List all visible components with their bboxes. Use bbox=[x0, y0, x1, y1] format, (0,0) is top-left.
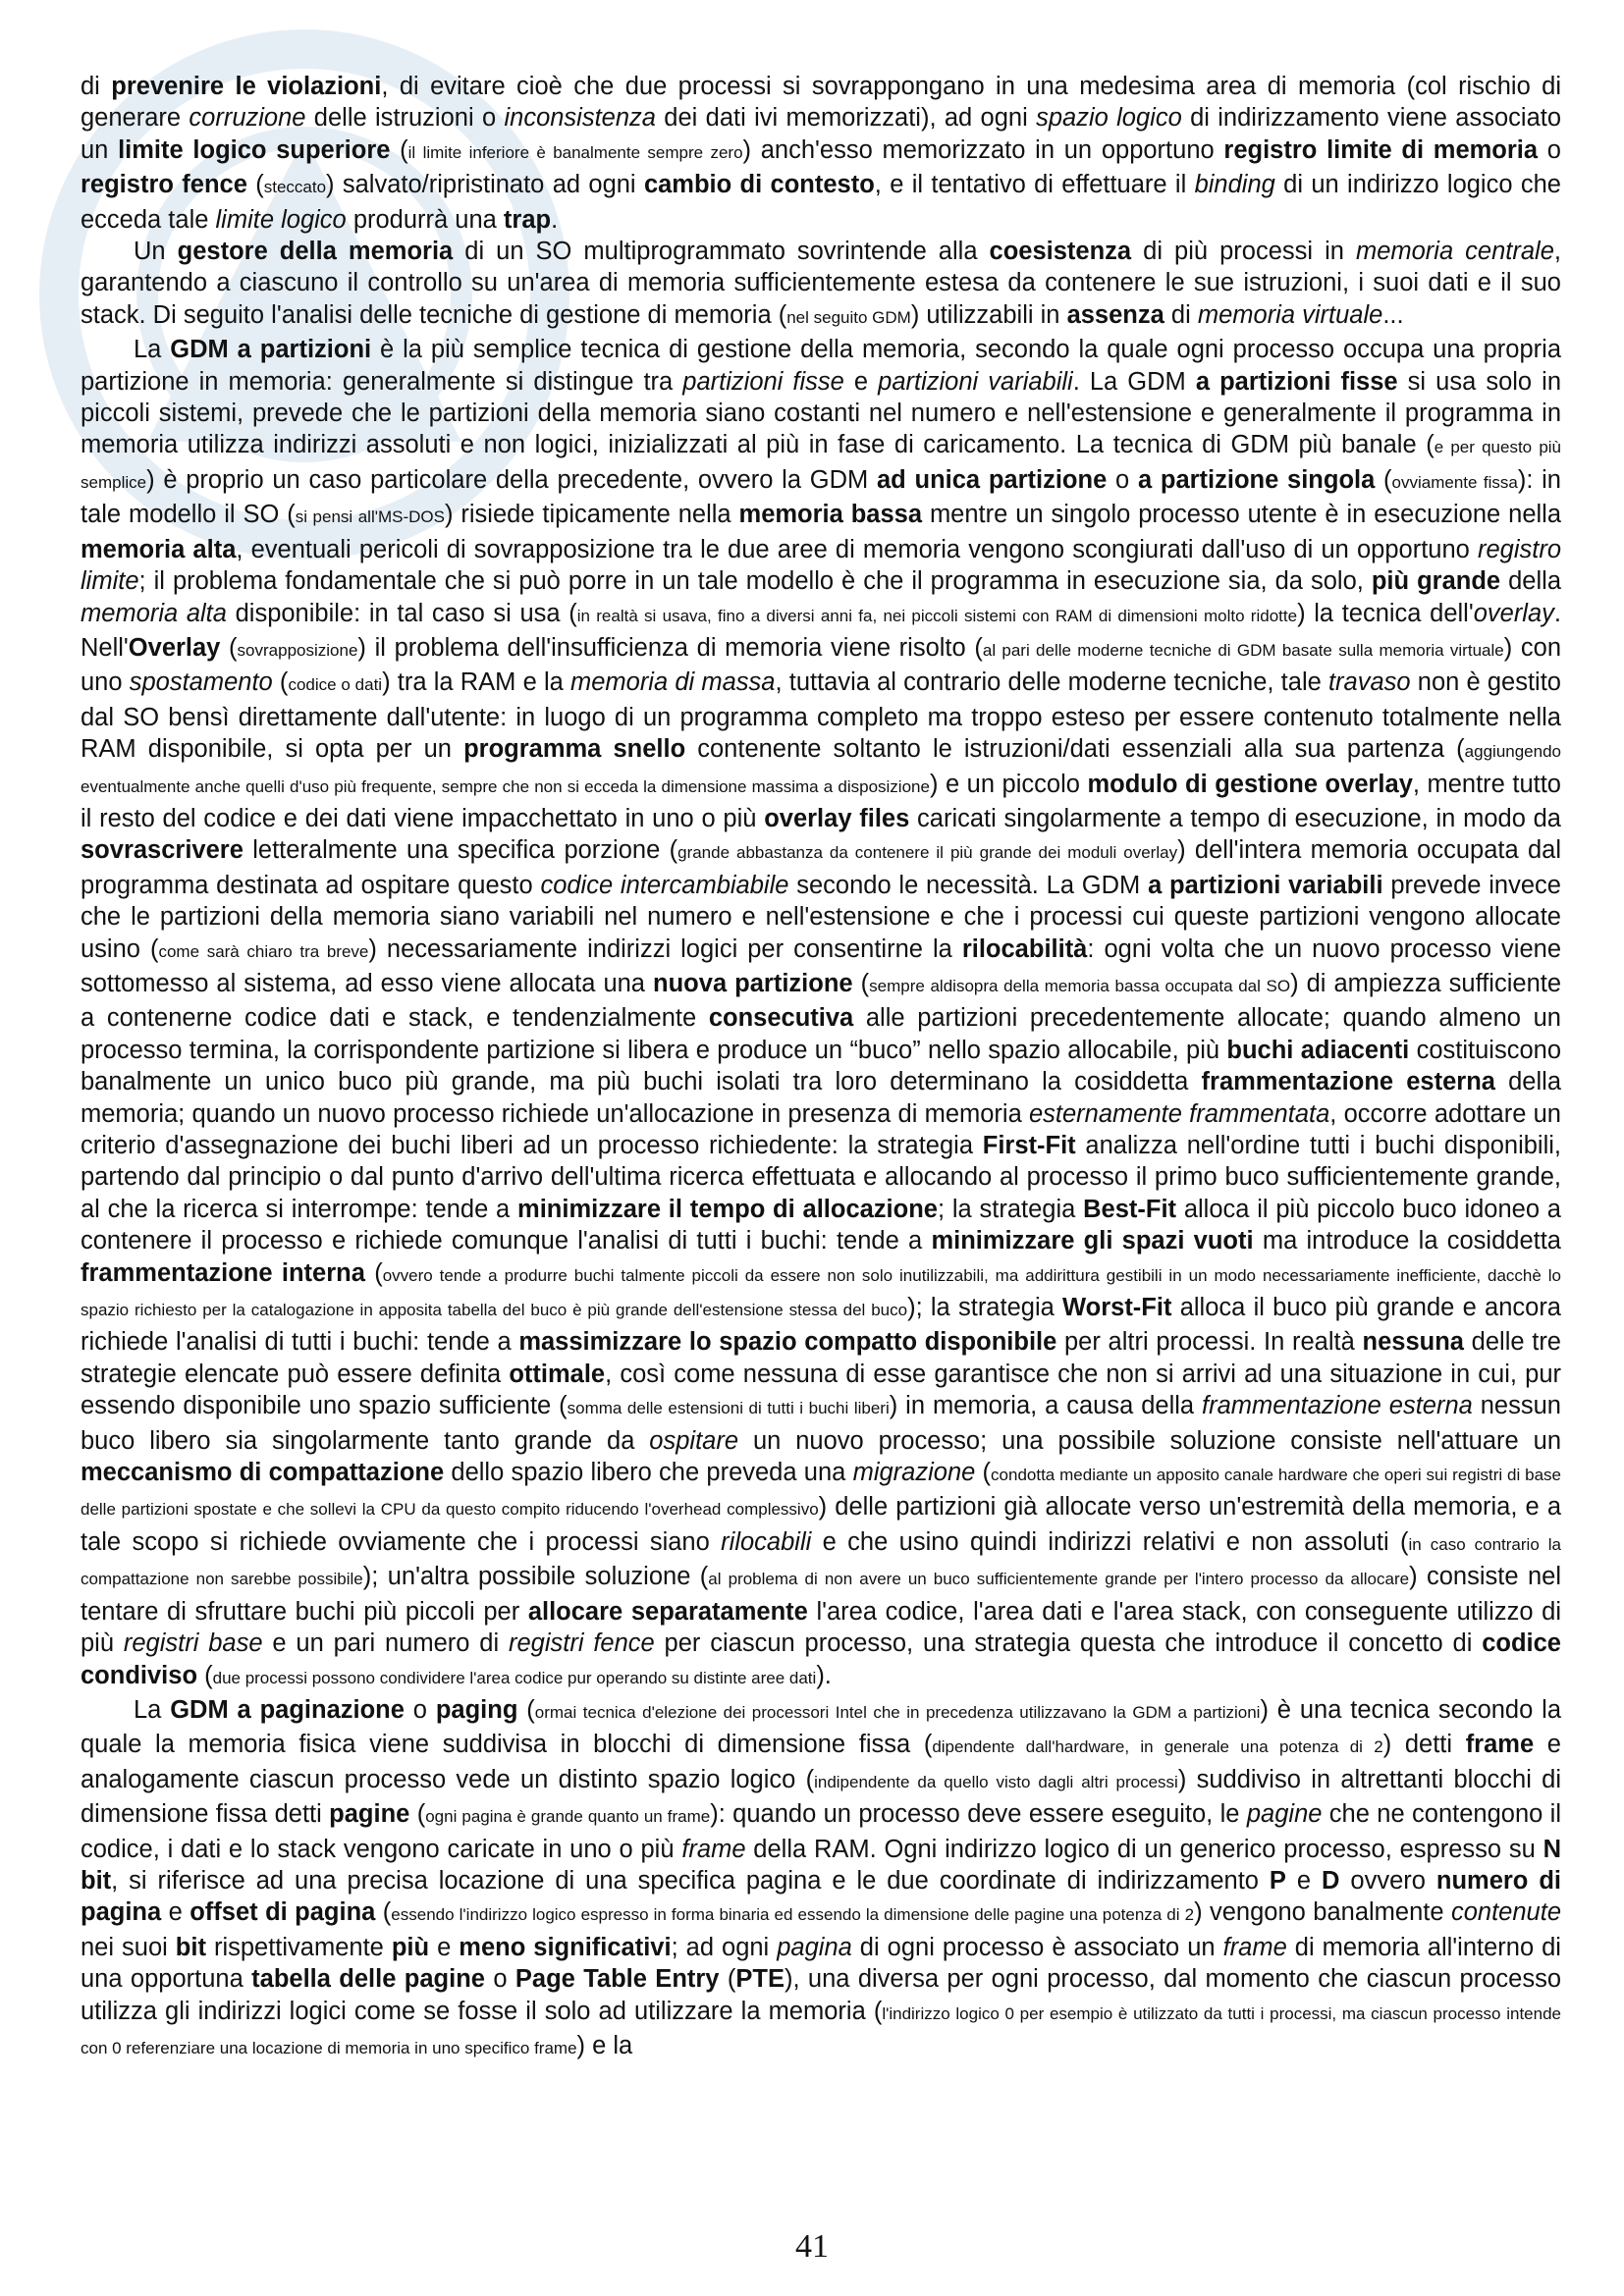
italic-term: registro limite bbox=[81, 535, 1562, 596]
text-run: . bbox=[551, 205, 559, 234]
bold-term: nessuna bbox=[1362, 1328, 1464, 1357]
text-run: della memoria; quando un nuovo processo richiede un'allocazione in presenza di memoria bbox=[81, 1068, 1562, 1128]
bold-term: bit bbox=[175, 1933, 206, 1961]
text-run: ) necessariamente indirizzi logici per consentirne la bbox=[368, 934, 962, 963]
text-run: ): quando un processo deve essere eseguito, le bbox=[710, 1800, 1247, 1829]
text-run: , si riferisce ad una precisa locazione di una specifica pagina e le due coordinate di indirizzamento bbox=[111, 1866, 1270, 1895]
text-run: alloca il buco più grande e ancora richiede l'analisi di tutti i buchi: tende a bbox=[81, 1294, 1561, 1357]
parenthetical-note: il limite inferiore è banalmente sempre zero bbox=[407, 142, 743, 162]
text-run: ) vengono banalmente bbox=[1194, 1898, 1451, 1927]
text-run: , così come nessuna di esse garantisce che non si arrivi ad una situazione in cui, pur essendo disponibile uno spazio sufficiente ( bbox=[81, 1360, 1561, 1420]
bold-term: gestore della memoria bbox=[177, 238, 454, 266]
italic-term: frame bbox=[681, 1835, 746, 1863]
italic-term: spazio logico bbox=[1036, 104, 1182, 133]
bold-term: tabella delle pagine bbox=[251, 1965, 485, 1994]
text-run: di più processi in bbox=[1131, 238, 1356, 266]
text-run: ( bbox=[390, 135, 408, 164]
text-run: Un bbox=[134, 238, 178, 266]
italic-term: memoria di massa bbox=[569, 668, 776, 697]
text-run: ( bbox=[220, 633, 238, 662]
paragraph bbox=[81, 1694, 1561, 2064]
parenthetical-note: si pensi all'MS-DOS bbox=[295, 507, 445, 527]
italic-term: inconsistenza bbox=[504, 104, 656, 133]
text-run: mentre un singolo processo utente è in esecuzione nella bbox=[922, 501, 1562, 529]
bold-term: rilocabilità bbox=[961, 934, 1088, 963]
italic-term: migrazione bbox=[852, 1459, 976, 1487]
italic-term: esternamente frammentata bbox=[1028, 1099, 1330, 1128]
text-run: delle istruzioni o bbox=[305, 104, 505, 133]
italic-term: limite logico bbox=[215, 205, 347, 234]
text-run: . Nell' bbox=[81, 599, 1561, 662]
text-run: ) è proprio un caso particolare della precedente, ovvero la GDM bbox=[146, 465, 877, 494]
bold-term: N bit bbox=[81, 1835, 1562, 1895]
text-run: . La GDM bbox=[1072, 367, 1196, 396]
text-run: di indirizzamento viene associato un bbox=[81, 104, 1562, 164]
italic-term: overlay bbox=[1473, 599, 1554, 627]
text-run: un nuovo processo; una possibile soluzione consiste nell'attuare un bbox=[738, 1426, 1561, 1455]
bold-term: Overlay bbox=[128, 633, 221, 662]
text-run: , garantendo a ciascuno il controllo su un'area di memoria sufficientemente estesa da contenere le sue istruzioni, i suoi dati e il suo stack. Di seguito l'analisi delle tecniche di gestione di memoria ( bbox=[81, 238, 1561, 329]
paragraph bbox=[81, 236, 1561, 334]
text-run: ) in memoria, a causa della bbox=[889, 1392, 1203, 1420]
parenthetical-note: indipendente da quello visto dagli altri processi bbox=[814, 1772, 1178, 1791]
text-run: ) utilizzabili in bbox=[910, 300, 1067, 329]
text-run: contenente soltanto le istruzioni/dati essenziali alla sua partenza ( bbox=[685, 735, 1465, 764]
text-run: ( bbox=[517, 1695, 535, 1724]
parenthetical-note: in caso contrario la compattazione non sarebbe possibile bbox=[81, 1534, 1562, 1589]
text-run: ) e un piccolo bbox=[929, 770, 1088, 798]
parenthetical-note: ovvero tende a produrre buchi talmente piccoli da essere non solo inutilizzabili, ma addirittura gestibili in un modo necessariamente inefficiente, dacchè lo spazio richiesto per la catalogazione in apposita tabella del buco è più grande dell'estensione stessa del buco bbox=[81, 1265, 1561, 1320]
italic-term: spostamento bbox=[129, 668, 273, 697]
text-run: ); un'altra possibile soluzione ( bbox=[362, 1563, 709, 1591]
parenthetical-note: nel seguito GDM bbox=[786, 307, 911, 327]
text-run: ) detti bbox=[1382, 1731, 1466, 1759]
text-run: alloca il più piccolo buco idoneo a contenere il processo e richiede comunque l'analisi di tutti i buchi: tende a bbox=[81, 1195, 1561, 1255]
text-run: secondo le necessità. La GDM bbox=[788, 871, 1149, 899]
text-run: di bbox=[1164, 300, 1198, 329]
text-run: ) anch'esso memorizzato in un opportuno bbox=[742, 135, 1224, 164]
text-run: nei suoi bbox=[81, 1933, 176, 1961]
text-run: , di evitare cioè che due processi si sovrappongano in una medesima area di memoria (col rischio di generare bbox=[81, 73, 1562, 133]
text-run: ma introduce la cosiddetta bbox=[1253, 1227, 1561, 1255]
text-run: ) e la bbox=[576, 2031, 633, 2059]
text-run: di memoria all'interno di una opportuna bbox=[81, 1933, 1561, 1994]
text-run: prevede invece che le partizioni della memoria siano variabili nel numero e nell'estensione e che i processi cui queste partizioni vengono allocate usino ( bbox=[81, 871, 1561, 963]
parenthetical-note: sovrapposizione bbox=[237, 640, 358, 660]
bold-term: GDM a paginazione bbox=[170, 1695, 405, 1724]
text-run: ; la strategia bbox=[937, 1195, 1084, 1223]
text-run: rispettivamente bbox=[205, 1933, 392, 1961]
parenthetical-note: due processi possono condividere l'area codice pur operando su distinte aree dati bbox=[212, 1668, 817, 1687]
parenthetical-note: ovviamente fissa bbox=[1391, 472, 1518, 492]
bold-term: più bbox=[391, 1933, 430, 1961]
text-run: ( bbox=[409, 1800, 426, 1829]
bold-term: allocare separatamente bbox=[527, 1597, 808, 1626]
text-run: , occorre adottare un criterio d'assegnazione dei buchi liberi ad un processo richiedente: la strategia bbox=[81, 1099, 1561, 1159]
text-run: e che usino quindi indirizzi relativi e non assoluti ( bbox=[811, 1527, 1409, 1556]
bold-term: codice condiviso bbox=[81, 1629, 1561, 1689]
paragraph bbox=[81, 71, 1561, 236]
bold-term: D bbox=[1322, 1866, 1340, 1895]
bold-term: PTE bbox=[735, 1965, 785, 1994]
text-run: o bbox=[1107, 465, 1138, 494]
text-run: per altri processi. In realtà bbox=[1056, 1328, 1363, 1357]
bold-term: Best-Fit bbox=[1083, 1195, 1177, 1223]
text-run: e bbox=[161, 1898, 190, 1927]
text-run: alle partizioni precedentemente allocate; quando almeno un processo termina, la corrispondente partizione si libera e produce un “buco” nello spazio allocabile, più bbox=[81, 1004, 1561, 1064]
bold-term: pagine bbox=[329, 1800, 410, 1829]
text-run: dello spazio libero che preveda una bbox=[444, 1459, 853, 1487]
text-run: ) consiste nel tentare di sfruttare buchi più piccoli per bbox=[81, 1563, 1561, 1626]
italic-term: registri base bbox=[123, 1629, 263, 1658]
parenthetical-note: condotta mediante un apposito canale hardware che operi sui registri di base delle partizioni spostate e che sollevi la CPU da questo compito riducendo l'overhead complessivo bbox=[81, 1466, 1562, 1520]
parenthetical-note: grande abbastanza da contenere il più grande dei moduli overlay bbox=[677, 843, 1178, 863]
paragraph bbox=[81, 334, 1561, 1694]
bold-term: registro fence bbox=[81, 171, 247, 199]
text-run: e analogamente ciascun processo vede un distinto spazio logico ( bbox=[81, 1731, 1561, 1793]
parenthetical-note: l'indirizzo logico 0 per esempio è utilizzato da tutti i processi, ma ciascun processo intende con 0 referenziare una locazione di memoria in uno specifico frame bbox=[81, 2003, 1561, 2057]
parenthetical-note: somma delle estensioni di tutti i buchi liberi bbox=[567, 1399, 890, 1418]
bold-term: minimizzare gli spazi vuoti bbox=[931, 1227, 1254, 1255]
text-run: ) la tecnica dell' bbox=[1297, 599, 1474, 627]
text-run: ) tra la RAM e la bbox=[382, 668, 570, 697]
text-run: ). bbox=[816, 1661, 832, 1689]
bold-term: a partizione singola bbox=[1137, 465, 1376, 494]
parenthetical-note: essendo l'indirizzo logico espresso in forma binaria ed essendo la dimensione delle pagine una potenza di 2 bbox=[391, 1905, 1195, 1925]
text-run: ( bbox=[246, 171, 264, 199]
text-run: La bbox=[134, 1695, 171, 1724]
text-run: ) di ampiezza sufficiente a contenerne codice dati e stack, e tendenzialmente bbox=[81, 969, 1562, 1033]
parenthetical-note: aggiungendo eventualmente anche quelli d'uso più frequente, sempre che non si ecceda la dimensione massima a disposizione bbox=[81, 742, 1561, 796]
parenthetical-note: ogni pagina è grande quanto un frame bbox=[425, 1807, 711, 1827]
italic-term: corruzione bbox=[189, 104, 306, 133]
text-run: ) con uno bbox=[81, 633, 1561, 697]
text-run: La bbox=[134, 336, 171, 364]
text-run: ): in tale modello il SO ( bbox=[81, 465, 1561, 529]
text-run: ( bbox=[719, 1965, 736, 1994]
text-run: costituiscono banalmente un unico buco più grande, ma più buchi isolati tra loro determinano la cosiddetta bbox=[81, 1036, 1562, 1096]
bold-term: prevenire le violazioni bbox=[111, 73, 382, 100]
italic-term: codice intercambiabile bbox=[540, 871, 789, 899]
text-run: ; il problema fondamentale che si può porre in un tale modello è che il programma in esecuzione sia, da solo, bbox=[138, 567, 1372, 596]
text-run: caricati singolarmente a tempo di esecuzione, in modo da bbox=[909, 804, 1561, 832]
text-run: analizza nell'ordine tutti i buchi disponibili, partendo dal principio o dal punto d'arrivo dell'ultima ricerca effettuata e allocando al processo il primo buco sufficientemente grande, al che la ricerca si interrompe: tende a bbox=[81, 1132, 1562, 1223]
parenthetical-note: ormai tecnica d'elezione dei processori Intel che in precedenza utilizzavano la GDM a partizioni bbox=[534, 1702, 1261, 1722]
bold-term: nuova partizione bbox=[653, 969, 853, 997]
text-run: ) il problema dell'insufficienza di memoria viene risolto ( bbox=[357, 633, 983, 662]
italic-term: frammentazione esterna bbox=[1202, 1392, 1473, 1420]
italic-term: registri fence bbox=[508, 1629, 655, 1658]
italic-term: pagina bbox=[777, 1933, 852, 1961]
bold-term: buchi adiacenti bbox=[1226, 1036, 1410, 1064]
text-run: ( bbox=[272, 668, 289, 697]
bold-term: consecutiva bbox=[708, 1004, 854, 1033]
text-run: , eventuali pericoli di sovrapposizione tra le due aree di memoria vengono scongiurati dall'uso di un opportuno bbox=[236, 535, 1478, 563]
italic-term: partizioni fisse bbox=[682, 367, 844, 396]
bold-term: memoria bassa bbox=[738, 501, 923, 529]
text-run: o bbox=[484, 1965, 515, 1994]
bold-term: frammentazione interna bbox=[81, 1258, 365, 1287]
parenthetical-note: al problema di non avere un buco sufficientemente grande per l'intero processo da allocare bbox=[708, 1570, 1410, 1589]
parenthetical-note: steccato bbox=[263, 178, 327, 197]
bold-term: registro limite di memoria bbox=[1223, 135, 1539, 164]
bold-term: limite logico superiore bbox=[118, 135, 391, 164]
bold-term: First-Fit bbox=[982, 1132, 1076, 1159]
bold-term: a partizioni fisse bbox=[1195, 367, 1398, 396]
text-run: ) salvato/ripristinato ad ogni bbox=[326, 171, 644, 199]
text-run: è la più semplice tecnica di gestione della memoria, secondo la quale ogni processo occupa una propria partizione in memoria: generalmente si distingue tra bbox=[81, 336, 1561, 396]
text-run: ( bbox=[364, 1258, 383, 1287]
parenthetical-note: al pari delle moderne tecniche di GDM basate sulla memoria virtuale bbox=[982, 640, 1504, 660]
text-run: letteralmente una specifica porzione ( bbox=[243, 836, 678, 865]
bold-term: memoria alta bbox=[81, 535, 237, 563]
italic-term: memoria virtuale bbox=[1197, 300, 1383, 329]
bold-term: programma snello bbox=[463, 735, 686, 764]
italic-term: partizioni variabili bbox=[878, 367, 1073, 396]
bold-term: Page Table Entry bbox=[514, 1965, 720, 1994]
bold-term: più grande bbox=[1371, 567, 1501, 596]
bold-term: coesistenza bbox=[989, 238, 1132, 266]
text-run: della bbox=[1500, 567, 1562, 596]
text-run: , tuttavia al contrario delle moderne tecniche, tale bbox=[775, 668, 1328, 697]
text-run: ), una diversa per ogni processo, dal momento che ciascun processo utilizza gli indirizzi logici come se fosse il solo ad utilizzare la memoria ( bbox=[81, 1965, 1561, 2025]
text-run: ( bbox=[375, 1898, 392, 1927]
bold-term: ad unica partizione bbox=[877, 465, 1108, 494]
italic-term: binding bbox=[1194, 171, 1275, 199]
bold-term: assenza bbox=[1066, 300, 1164, 329]
text-run: dei dati ivi memorizzati), ad ogni bbox=[655, 104, 1037, 133]
parenthetical-note: come sarà chiaro tra breve bbox=[158, 941, 369, 961]
italic-term: ospitare bbox=[649, 1426, 739, 1455]
text-run: o bbox=[404, 1695, 436, 1724]
text-run: e un pari numero di bbox=[262, 1629, 509, 1658]
italic-term: memoria alta bbox=[81, 599, 227, 627]
italic-term: pagine bbox=[1246, 1800, 1323, 1829]
text-run: che ne contengono il codice, i dati e lo stack vengono caricate in uno o più bbox=[81, 1800, 1562, 1863]
bold-term: modulo di gestione overlay bbox=[1087, 770, 1413, 798]
text-run: ovvero bbox=[1339, 1866, 1436, 1895]
text-run: ); la strategia bbox=[907, 1294, 1063, 1322]
text-run: della RAM. Ogni indirizzo logico di un generico processo, espresso su bbox=[745, 1835, 1543, 1863]
bold-term: overlay files bbox=[764, 804, 910, 832]
bold-term: cambio di contesto bbox=[643, 171, 875, 199]
parenthetical-note: in realtà si usava, fino a diversi anni fa, nei piccoli sistemi con RAM di dimensioni molto ridotte bbox=[576, 606, 1298, 625]
text-run: per ciascun processo, una strategia questa che introduce il concetto di bbox=[654, 1629, 1483, 1658]
text-run: di ogni processo è associato un bbox=[851, 1933, 1223, 1961]
bold-term: paging bbox=[435, 1695, 518, 1724]
italic-term: rilocabili bbox=[721, 1527, 812, 1556]
text-run: ( bbox=[975, 1459, 992, 1487]
bold-term: minimizzare il tempo di allocazione bbox=[517, 1195, 938, 1223]
text-run: e bbox=[429, 1933, 460, 1961]
document-body bbox=[81, 71, 1561, 2064]
bold-term: P bbox=[1269, 1866, 1286, 1895]
italic-term: memoria centrale bbox=[1355, 238, 1554, 266]
bold-term: GDM a partizioni bbox=[170, 336, 372, 364]
parenthetical-note: dipendente dall'hardware, in generale una potenza di 2 bbox=[932, 1737, 1383, 1757]
text-run: ( bbox=[852, 969, 870, 997]
bold-term: massimizzare lo spazio compatto disponibile bbox=[518, 1328, 1057, 1357]
parenthetical-note: codice o dati bbox=[288, 675, 383, 695]
text-run: ) dell'intera memoria occupata dal programma destinata ad ospitare questo bbox=[81, 836, 1562, 899]
italic-term: contenute bbox=[1450, 1898, 1561, 1927]
parenthetical-note: sempre aldisopra della memoria bassa occupata dal SO bbox=[869, 976, 1291, 995]
bold-term: meccanismo di compattazione bbox=[81, 1459, 445, 1487]
text-run: ) delle partizioni già allocate verso un'estremità della memoria, e a tale scopo si richiede ovviamente che i processi siano bbox=[81, 1493, 1561, 1556]
text-run: , e il tentativo di effettuare il bbox=[874, 171, 1195, 199]
text-run: nessun buco libero sia singolarmente tanto grande da bbox=[81, 1392, 1561, 1455]
text-run: delle tre strategie elencate può essere definita bbox=[81, 1328, 1561, 1388]
bold-term: ottimale bbox=[509, 1360, 606, 1388]
text-run: disponibile: in tal caso si usa ( bbox=[226, 599, 577, 627]
text-run: ... bbox=[1382, 300, 1404, 329]
bold-term: meno significativi bbox=[459, 1933, 672, 1961]
text-run: ) è una tecnica secondo la quale la memoria fisica viene suddivisa in blocchi di dimensione fissa ( bbox=[81, 1695, 1561, 1759]
text-run: l'area codice, l'area dati e l'area stack, con conseguente utilizzo di più bbox=[81, 1597, 1561, 1658]
text-run: ( bbox=[197, 1661, 213, 1689]
text-run: ) risiede tipicamente nella bbox=[444, 501, 739, 529]
text-run: o bbox=[1538, 135, 1561, 164]
text-run: ; ad ogni bbox=[671, 1933, 778, 1961]
bold-term: frammentazione esterna bbox=[1201, 1068, 1495, 1096]
text-run: produrrà una bbox=[346, 205, 504, 234]
bold-term: frame bbox=[1465, 1731, 1535, 1759]
bold-term: sovrascrivere bbox=[81, 836, 244, 865]
bold-term: numero di pagina bbox=[81, 1866, 1561, 1927]
bold-term: a partizioni variabili bbox=[1148, 871, 1383, 899]
parenthetical-note: e per questo più semplice bbox=[81, 438, 1562, 492]
text-run: : ogni volta che un nuovo processo viene sottomesso al sistema, ad esso viene allocata una bbox=[81, 934, 1562, 997]
text-run: non è gestito dal SO bensì direttamente dall'utente: in luogo di un programma completo ma troppo esteso per essere contenuto totalmente nella RAM disponibile, si opta per un bbox=[81, 668, 1561, 764]
text-run: , mentre tutto il resto del codice e dei dati viene impacchettato in uno o più bbox=[81, 770, 1561, 832]
bold-term: trap bbox=[503, 205, 552, 234]
italic-term: frame bbox=[1222, 1933, 1287, 1961]
bold-term: Worst-Fit bbox=[1062, 1294, 1172, 1322]
bold-term: offset di pagina bbox=[189, 1898, 376, 1927]
text-run: si usa solo in piccoli sistemi, prevede che le partizioni della memoria siano costanti nel numero e nell'estensione e generalmente il programma in memoria utilizza indirizzi assoluti e non logici, inizializzati al più in fase di caricamento. La tecnica di GDM più banale ( bbox=[81, 367, 1562, 459]
text-run: di un indirizzo logico che ecceda tale bbox=[81, 171, 1561, 234]
italic-term: travaso bbox=[1327, 668, 1411, 697]
text-run: di un SO multiprogrammato sovrintende alla bbox=[453, 238, 990, 266]
text-run: ( bbox=[1375, 465, 1392, 494]
text-run: di bbox=[81, 73, 112, 100]
text-run: ) suddiviso in altrettanti blocchi di dimensione fissa detti bbox=[81, 1765, 1561, 1829]
text-run: e bbox=[1285, 1866, 1323, 1895]
page-number: 41 bbox=[795, 2228, 829, 2265]
text-run: e bbox=[843, 367, 879, 396]
